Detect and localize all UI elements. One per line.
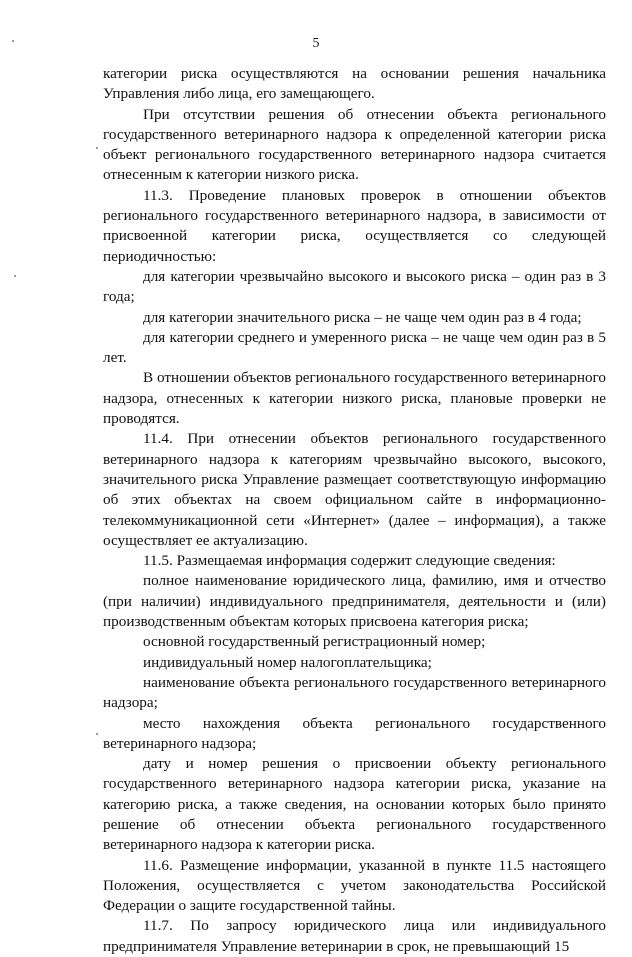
list-item-inn: индивидуальный номер налогоплательщика; [143, 653, 432, 671]
page-number: 5 [312, 36, 320, 51]
list-item-significant-risk: для категории значительного риска – не чаще чем один раз в 4 года; [143, 308, 582, 326]
paragraph-11-3: 11.3. Проведение плановых проверок в отношении объектов регионального государственного ветеринарного надзора, в зависимости от присвоенной категории риска, осуществляется со следующей периодичностью: [103, 186, 606, 265]
document-body [103, 64, 606, 957]
paragraph-11-5: 11.5. Размещаемая информация содержит следующие сведения: [143, 552, 556, 570]
paragraph-no-decision: При отсутствии решения об отнесении объекта регионального государственного ветеринарного надзора к определенной категории риска объект регионального государственного ветеринарного надзора считается отнесенным к категории низкого риска. [103, 105, 606, 184]
scan-speck [96, 733, 98, 735]
paragraph-11-7: 11.7. По запросу юридического лица или индивидуального предпринимателя Управление ветеринарии в срок, не превышающий 15 [103, 917, 606, 955]
scan-speck [14, 275, 16, 277]
list-item-decision-date: дату и номер решения о присвоении объекту регионального государственного ветеринарного надзора категории риска, указание на категорию риска, а также сведения, на основании которых было принято решение об отнесении объекта регионального государственного ветеринарного надзора к категории риска. [103, 755, 606, 854]
scan-speck [12, 40, 14, 42]
list-item-medium-risk: для категории среднего и умеренного риска – не чаще чем один раз в 5 лет. [103, 328, 606, 367]
paragraph-11-6: 11.6. Размещение информации, указанной в пункте 11.5 настоящего Положения, осуществляется с учетом законодательства Российской Федерации о защите государственной тайны. [103, 856, 606, 915]
list-item-very-high-risk: для категории чрезвычайно высокого и высокого риска – один раз в 3 года; [103, 267, 606, 306]
list-item-object-name: наименование объекта регионального государственного ветеринарного надзора; [103, 673, 606, 712]
paragraph-continuation: категории риска осуществляются на основании решения начальника Управления либо лица, его замещающего. [103, 65, 606, 103]
list-item-ogrn: основной государственный регистрационный номер; [143, 633, 486, 651]
list-item-location: место нахождения объекта регионального государственного ветеринарного надзора; [103, 714, 606, 752]
scan-speck [96, 147, 98, 149]
paragraph-low-risk: В отношении объектов регионального государственного ветеринарного надзора, отнесенных к категории низкого риска, плановые проверки не проводятся. [103, 369, 606, 428]
paragraph-11-4: 11.4. При отнесении объектов регионального государственного ветеринарного надзора к категориям чрезвычайно высокого, высокого, значительного риска Управление размещает соответствующую информацию об этих объектах на своем официальном сайте в информационно-телекоммуникационной сети «Интернет» (далее – информация), а также осуществляет ее актуализацию. [103, 430, 606, 549]
list-item-full-name: полное наименование юридического лица, фамилию, имя и отчество (при наличии) индивидуального предпринимателя, деятельности и (или) производственным объектам которых присвоена категория риска; [103, 572, 606, 631]
